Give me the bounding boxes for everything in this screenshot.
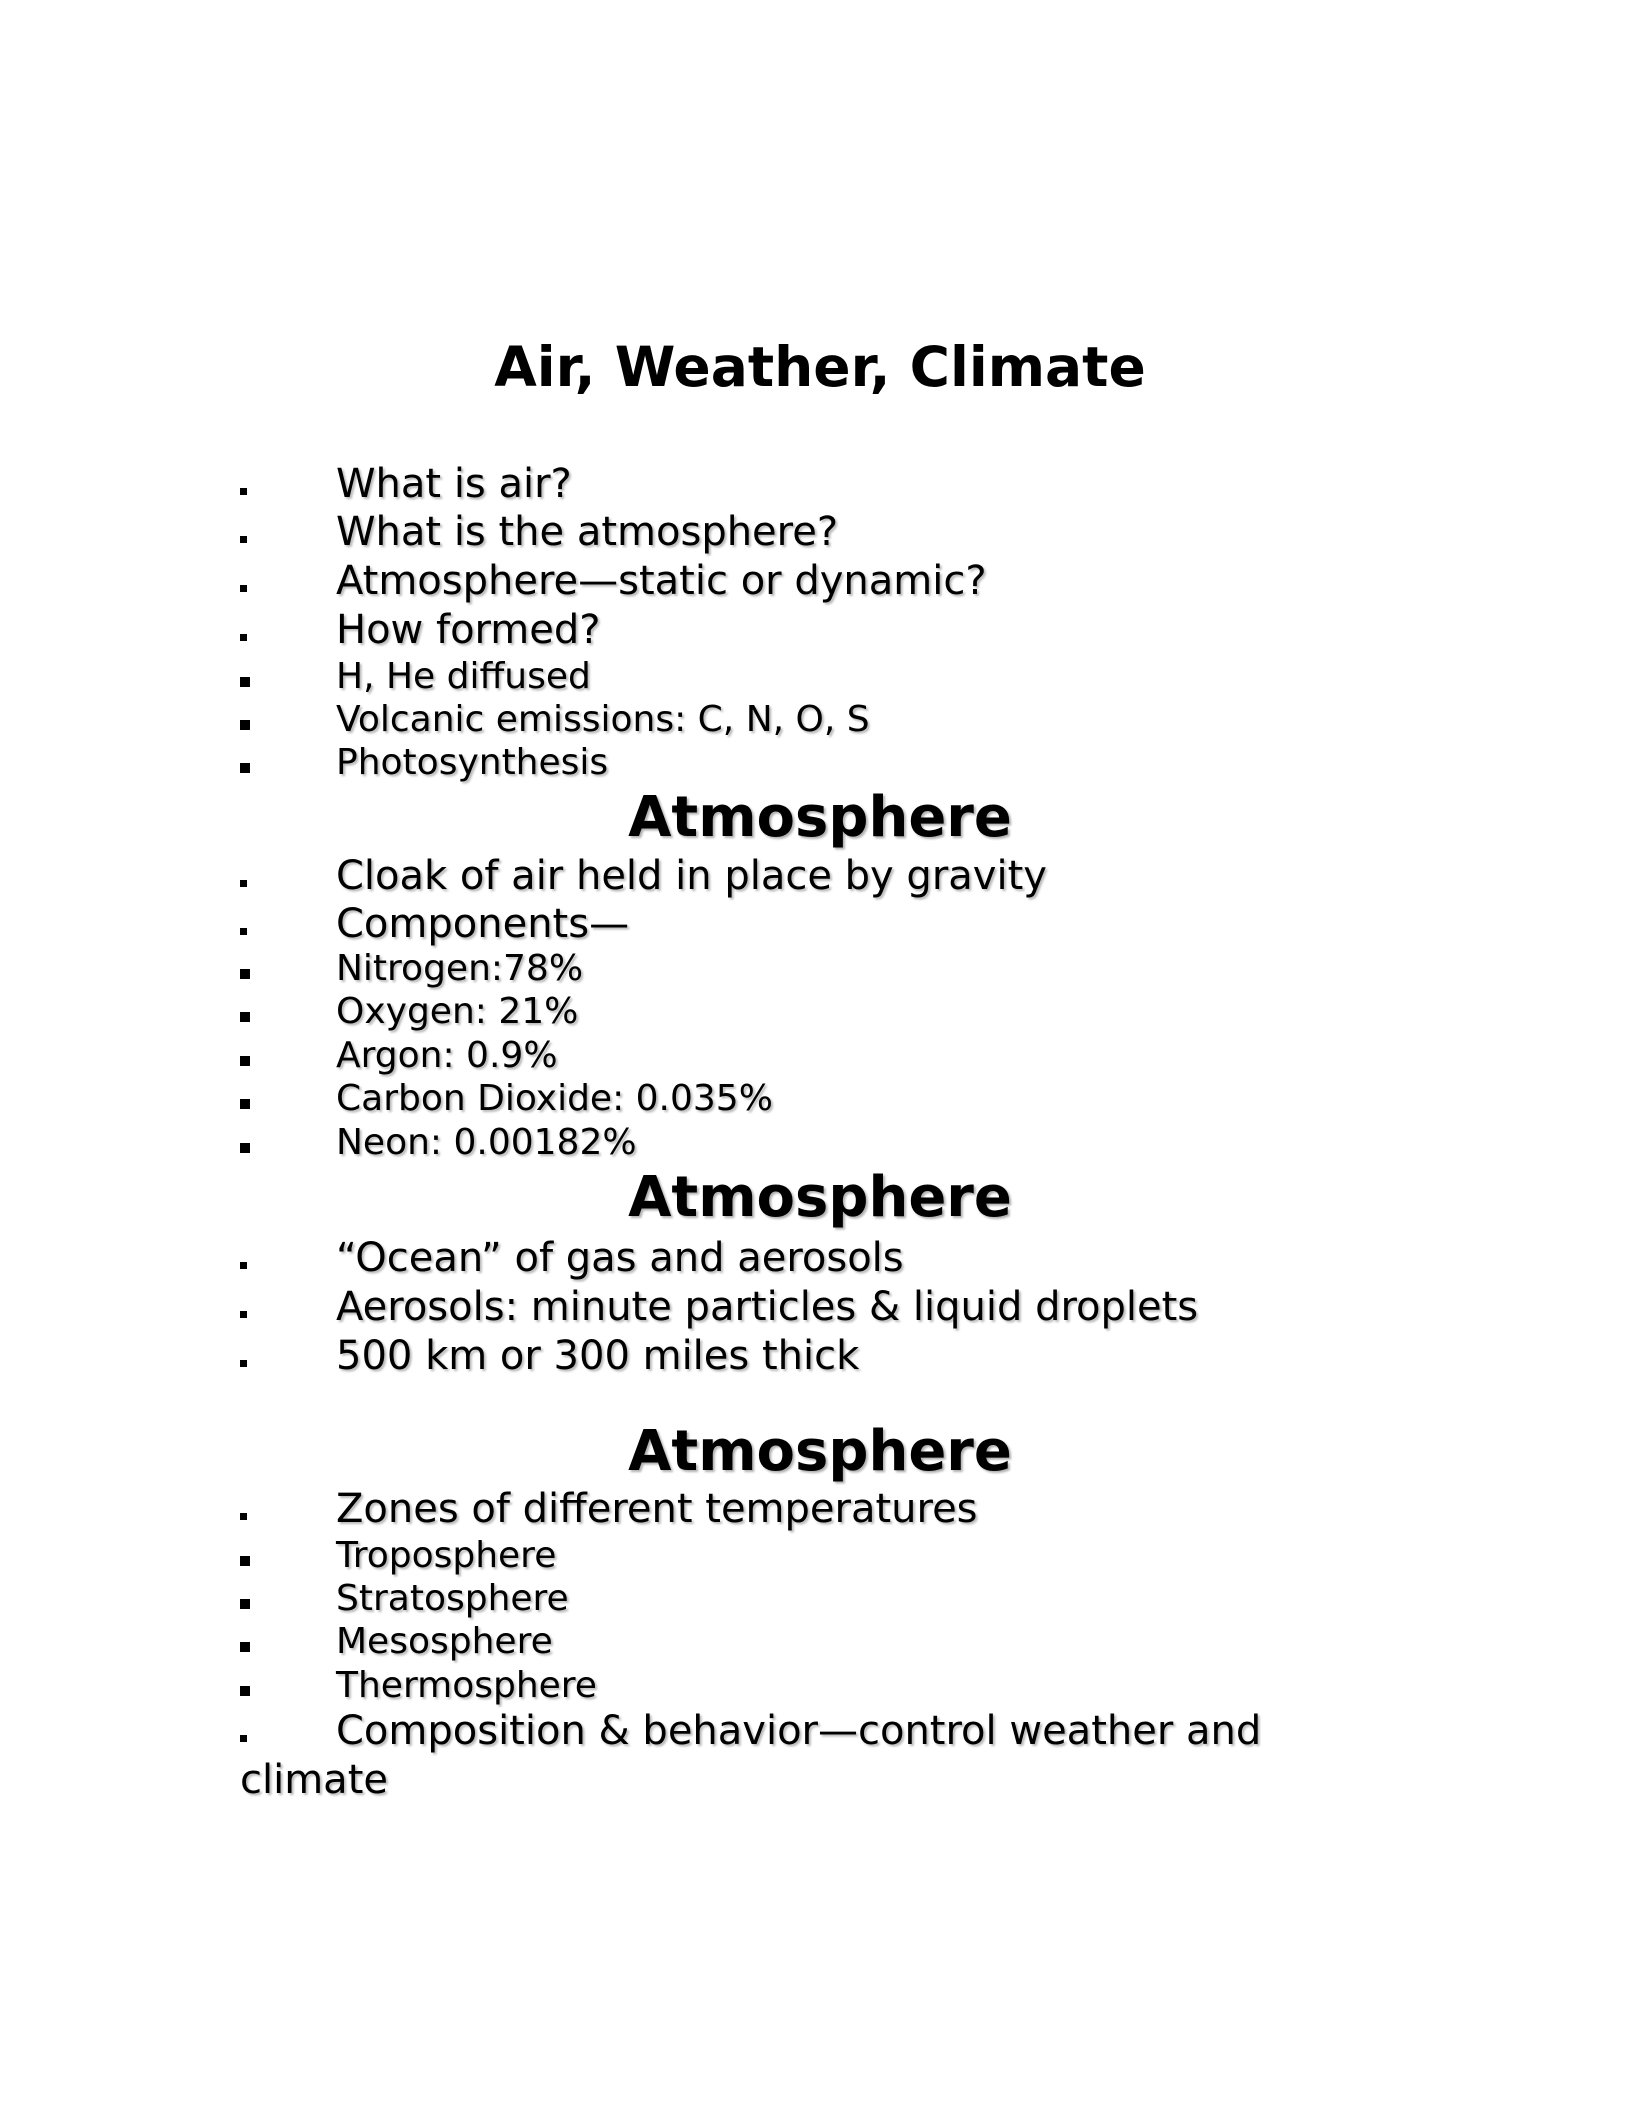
list-item [240, 1707, 1440, 1755]
bullet-icon [240, 1262, 247, 1269]
list-item [240, 508, 1440, 556]
list-item-text: Carbon Dioxide: 0.035% [336, 1078, 773, 1119]
page-title: Air, Weather, Climate [494, 335, 1146, 399]
sub-list-item [240, 1121, 1440, 1165]
bullet-icon [240, 536, 247, 543]
bullet-icon [240, 677, 250, 687]
section-heading: Atmosphere [628, 785, 1012, 850]
sub-list-item [240, 741, 1440, 785]
sub-list-item [240, 947, 1440, 991]
list-item [240, 557, 1440, 605]
list-item-text: Photosynthesis [336, 742, 609, 783]
sub-list-item [240, 1034, 1440, 1078]
list-item-text: Neon: 0.00182% [336, 1122, 637, 1163]
bullet-icon [240, 1056, 250, 1066]
list-item-text: How formed? [336, 607, 601, 653]
sub-list-item [240, 1077, 1440, 1121]
list-item-text: Cloak of air held in place by gravity [336, 853, 1047, 899]
list-item-text: Thermosphere [336, 1665, 597, 1706]
sub-list-item [240, 1664, 1440, 1708]
list-item-text: Oxygen: 21% [336, 991, 579, 1032]
section-heading: Atmosphere [628, 1165, 1012, 1230]
bullet-icon [240, 488, 247, 495]
bullet-icon [240, 1642, 250, 1652]
list-item-text: What is air? [336, 461, 572, 507]
bullet-icon [240, 969, 250, 979]
list-item-text: Aerosols: minute particles & liquid droplets [336, 1284, 1199, 1330]
bullet-icon [240, 1599, 250, 1609]
sub-list-item [240, 655, 1440, 699]
list-item-continuation: climate [240, 1757, 388, 1803]
bullet-icon [240, 1311, 247, 1318]
bullet-icon [240, 1513, 247, 1520]
list-item-text: Troposphere [336, 1535, 557, 1576]
bullet-icon [240, 1099, 250, 1109]
sub-list-item [240, 1620, 1440, 1664]
list-item [240, 1332, 1440, 1380]
list-item-text: H, He diffused [336, 656, 591, 697]
list-item [240, 1283, 1440, 1331]
section-heading: Atmosphere [628, 1419, 1012, 1484]
bullet-icon [240, 1556, 250, 1566]
list-item [240, 606, 1440, 654]
list-item-text: Composition & behavior—control weather and [336, 1708, 1262, 1754]
list-item-text: Volcanic emissions: C, N, O, S [336, 699, 870, 740]
list-item-text: Nitrogen:78% [336, 948, 584, 989]
list-item-text: “Ocean” of gas and aerosols [336, 1235, 904, 1281]
list-item [240, 1485, 1440, 1533]
bullet-icon [240, 1686, 250, 1696]
bullet-icon [240, 585, 247, 592]
bullet-icon [240, 1360, 247, 1367]
list-item-text: Stratosphere [336, 1578, 569, 1619]
list-item-text: Zones of different temperatures [336, 1486, 978, 1532]
list-item-text: Atmosphere—static or dynamic? [336, 558, 987, 604]
bullet-icon [240, 1012, 250, 1022]
list-item-text: Mesosphere [336, 1621, 553, 1662]
sub-list-item [240, 990, 1440, 1034]
list-item [240, 852, 1440, 900]
bullet-icon [240, 763, 250, 773]
bullet-icon [240, 928, 247, 935]
bullet-icon [240, 1143, 250, 1153]
bullet-icon [240, 634, 247, 641]
list-item [240, 460, 1440, 508]
bullet-icon [240, 720, 250, 730]
list-item [240, 900, 1440, 948]
list-item-text: Components— [336, 901, 630, 947]
list-item-text: What is the atmosphere? [336, 509, 839, 555]
list-item-text: 500 km or 300 miles thick [336, 1333, 860, 1379]
sub-list-item [240, 1534, 1440, 1578]
sub-list-item [240, 1577, 1440, 1621]
bullet-icon [240, 880, 247, 887]
sub-list-item [240, 698, 1440, 742]
bullet-icon [240, 1735, 247, 1742]
list-item-text: Argon: 0.9% [336, 1035, 558, 1076]
list-item [240, 1234, 1440, 1282]
